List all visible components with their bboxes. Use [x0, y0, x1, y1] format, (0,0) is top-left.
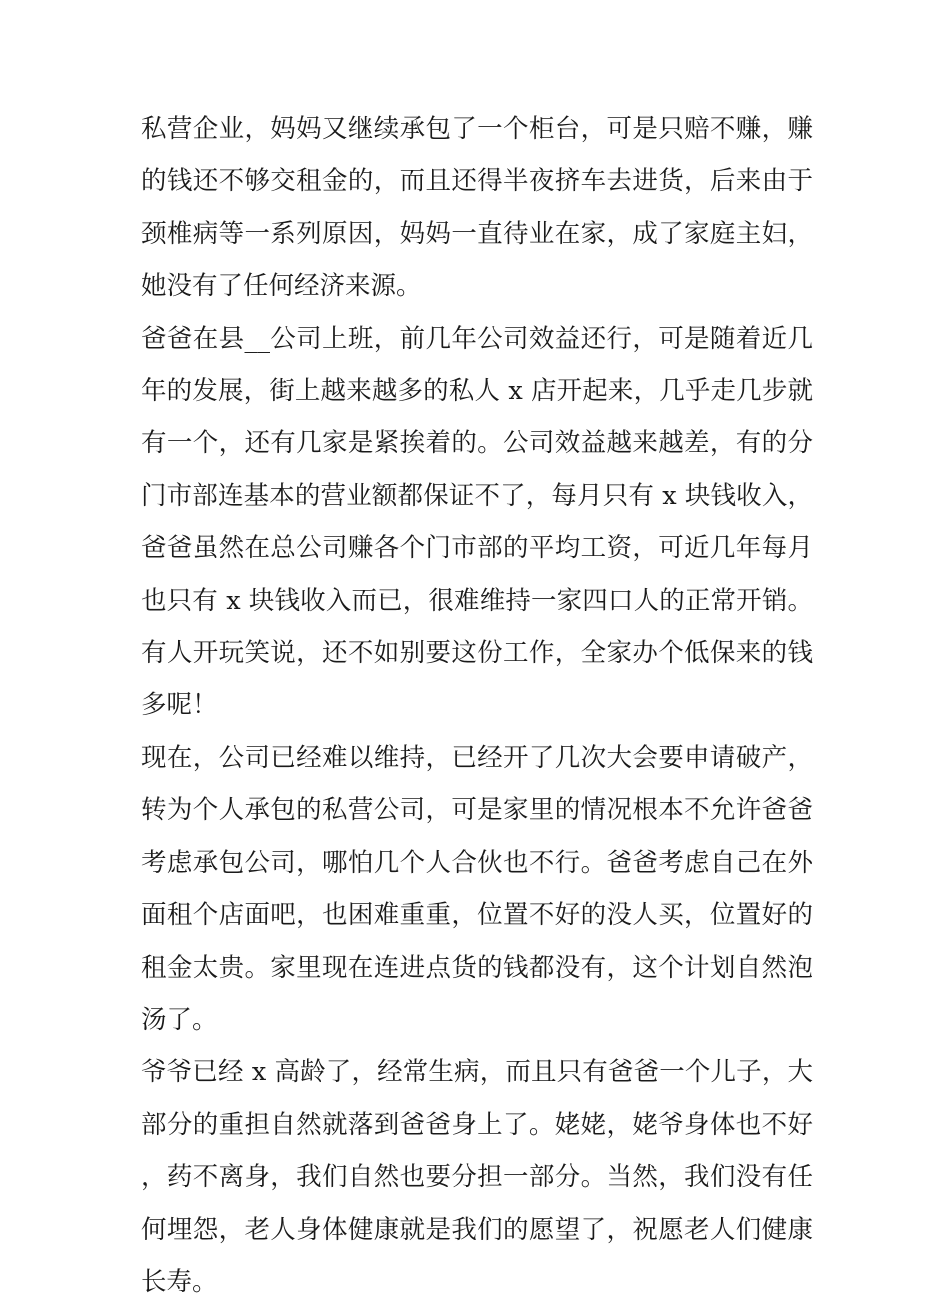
- document-body: [141, 103, 813, 1308]
- paragraph-1: 私营企业，妈妈又继续承包了一个柜台，可是只赔不赚，赚的钱还不够交租金的，而且还得半夜挤车去进货，后来由于颈椎病等一系列原因，妈妈一直待业在家，成了家庭主妇，她没有了任何经济来源。: [141, 114, 813, 302]
- paragraph-3: 现在，公司已经难以维持，已经开了几次大会要申请破产，转为个人承包的私营公司，可是家里的情况根本不允许爸爸考虑承包公司，哪怕几个人合伙也不行。爸爸考虑自己在外面租个店面吧，也困难重重，位置不好的没人买，位置好的租金太贵。家里现在连进点货的钱都没有，这个计划自然泡汤了。: [141, 742, 813, 1035]
- paragraph-2: 爸爸在县__公司上班，前几年公司效益还行，可是随着近几年的发展，街上越来越多的私人 x 店开起来，几乎走几步就有一个，还有几家是紧挨着的。公司效益越来越差，有的分门市部连基本的营业额都保证不了，每月只有 x 块钱收入，爸爸虽然在总公司赚各个门市部的平均工资，可近几年每月也只有 x 块钱收入而已，很难维持一家四口人的正常开销。有人开玩笑说，还不如别要这份工作，全家办个低保来的钱多呢！: [141, 323, 813, 721]
- paragraph-4: 爷爷已经 x 高龄了，经常生病，而且只有爸爸一个儿子，大部分的重担自然就落到爸爸身上了。姥姥，姥爷身体也不好，药不离身，我们自然也要分担一部分。当然，我们没有任何埋怨，老人身体健康就是我们的愿望了，祝愿老人们健康长寿。: [141, 1057, 813, 1297]
